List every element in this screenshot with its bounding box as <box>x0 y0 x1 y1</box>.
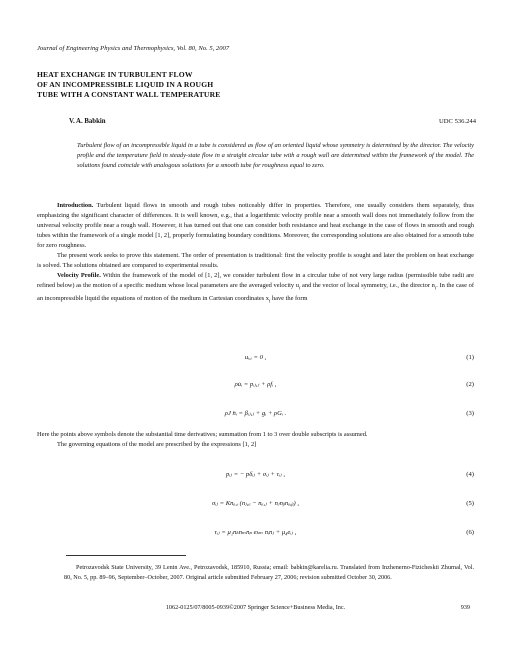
equation-formula: pᵢⱼ = − pδᵢⱼ + σᵢⱼ + τᵢⱼ , <box>225 471 286 478</box>
equation-2 <box>37 380 474 390</box>
equation-formula: ρJ n̈ᵢ = βᵢⱼ,ⱼ + gᵢ + ρGᵢ . <box>224 410 287 417</box>
equation-number: (4) <box>466 471 474 478</box>
udc-code: UDC 536.244 <box>439 118 476 125</box>
model-description <box>37 430 474 450</box>
equation-formula: uᵢ,ᵢ = 0 , <box>244 354 267 361</box>
equation-formula: ρu̇ᵢ = pᵢⱼ,ⱼ + ρfᵢ , <box>234 381 277 388</box>
journal-citation: Journal of Engineering Physics and Thermophysics, Vol. 80, No. 5, 2007 <box>37 45 230 52</box>
velocity-text: Within the framework of the model of [1, 2], we consider turbulent flow in a circular tube of not very large radius (permissible tube radii are refined below) as the motion of a specific medium whose local parameters are the averaged velocity u <box>37 272 475 289</box>
equation-number: (2) <box>466 381 474 388</box>
equation-1 <box>37 353 474 363</box>
footnote-text: Petrozavodsk State University, 39 Lenin Ave., Petrozavodsk, 185910, Russia; email: babkin@karelia.ru. Translated from Inzhenerno-Fizicheskii Zhurnal, Vol. 80, No. 5, pp. 89–96, September–October, 2007. Original article submitted February 27, 2006; revision submitted October 30, 2006. <box>64 564 474 581</box>
abstract: Turbulent flow of an incompressible liquid in a tube is considered as flow of an oriented liquid whose symmetry is determined by the director. The velocity profile and the temperature field in steady-state flow in a straight circular tube with a rough wall are determined within the framework of the model. The solutions found coincide with analogous solutions for a smooth tube for roughness equal to zero. <box>77 142 474 169</box>
intro-text: Turbulent liquid flows in smooth and rough tubes noticeably differ in properties. Therefore, one usually considers them separately, thus emphasizing the significant character of differences. It is well known, e.g., that a logarithmic velocity profile near a smooth wall does not immediately follow from the universal velocity profile near a rough wall. However, it has turned out that one can consider both resistance and heat exchange in the case of flows in smooth and rough tubes within the framework of a single model [1, 2], properly formulating boundary conditions. Moreover, the corresponding solutions are also obtained for a smooth tube for zero roughness. <box>37 202 475 249</box>
equation-number: (5) <box>466 500 474 507</box>
intro-paragraph <box>37 201 474 251</box>
equation-number: (6) <box>466 529 474 536</box>
paper-title <box>37 70 477 100</box>
page-number: 939 <box>460 604 470 611</box>
intro-heading: Introduction. <box>57 202 94 209</box>
affiliation-footnote <box>64 563 474 583</box>
intro-paragraph-2: The present work seeks to prove this statement. The order of presentation is traditional: first the velocity profile is sought and later the problem on heat exchange is solved. The solutions obtained are compared to experimental results. <box>37 252 474 269</box>
equation-4 <box>37 470 474 480</box>
title-line: TUBE WITH A CONSTANT WALL TEMPERATURE <box>37 90 221 99</box>
author-name: V. A. Babkin <box>69 118 106 125</box>
subscript: i <box>268 299 271 305</box>
equation-number: (1) <box>466 354 474 361</box>
subscript: i <box>434 286 437 292</box>
governing-paragraph: The governing equations of the model are prescribed by the expressions [1, 2] <box>57 441 257 448</box>
after-equation-paragraph: Here the points above symbols denote the substantial time derivatives; summation from 1 to 3 over double subscripts is assumed. <box>37 431 368 438</box>
title-line: HEAT EXCHANGE IN TURBULENT FLOW <box>37 70 193 79</box>
subscript: i <box>299 286 301 292</box>
equation-formula: τᵢⱼ = μ₁nₖnₘnₚ eₖₘ nᵢnⱼ + μ₄eᵢⱼ , <box>214 529 297 536</box>
title-line: OF AN INCOMPRESSIBLE LIQUID IN A ROUGH <box>37 80 214 89</box>
velocity-text-mid2: . In the case of an incompressible liquid the equations of motion of the medium in Cartesian coordinates x <box>37 282 474 303</box>
velocity-paragraph <box>37 271 474 308</box>
equation-3 <box>37 409 474 419</box>
equation-number: (3) <box>466 410 474 417</box>
velocity-heading: Velocity Profile. <box>57 272 101 279</box>
equation-formula: σᵢⱼ = Knₐ,ᵢ (nⱼ,ₐ − nₐ,ⱼ + nⱼnᵦnₐ,ᵦ) , <box>211 500 300 507</box>
velocity-text-mid: and the vector of local symmetry, i.e., the director n <box>300 282 435 289</box>
equation-5 <box>37 499 474 509</box>
copyright-line: 1062-0125/07/8005-0939©2007 Springer Science+Business Media, Inc. <box>165 604 346 611</box>
equation-6 <box>37 528 474 538</box>
velocity-text-end: have the form <box>270 295 308 303</box>
footnote-divider <box>66 555 186 556</box>
introduction-section <box>37 201 474 308</box>
